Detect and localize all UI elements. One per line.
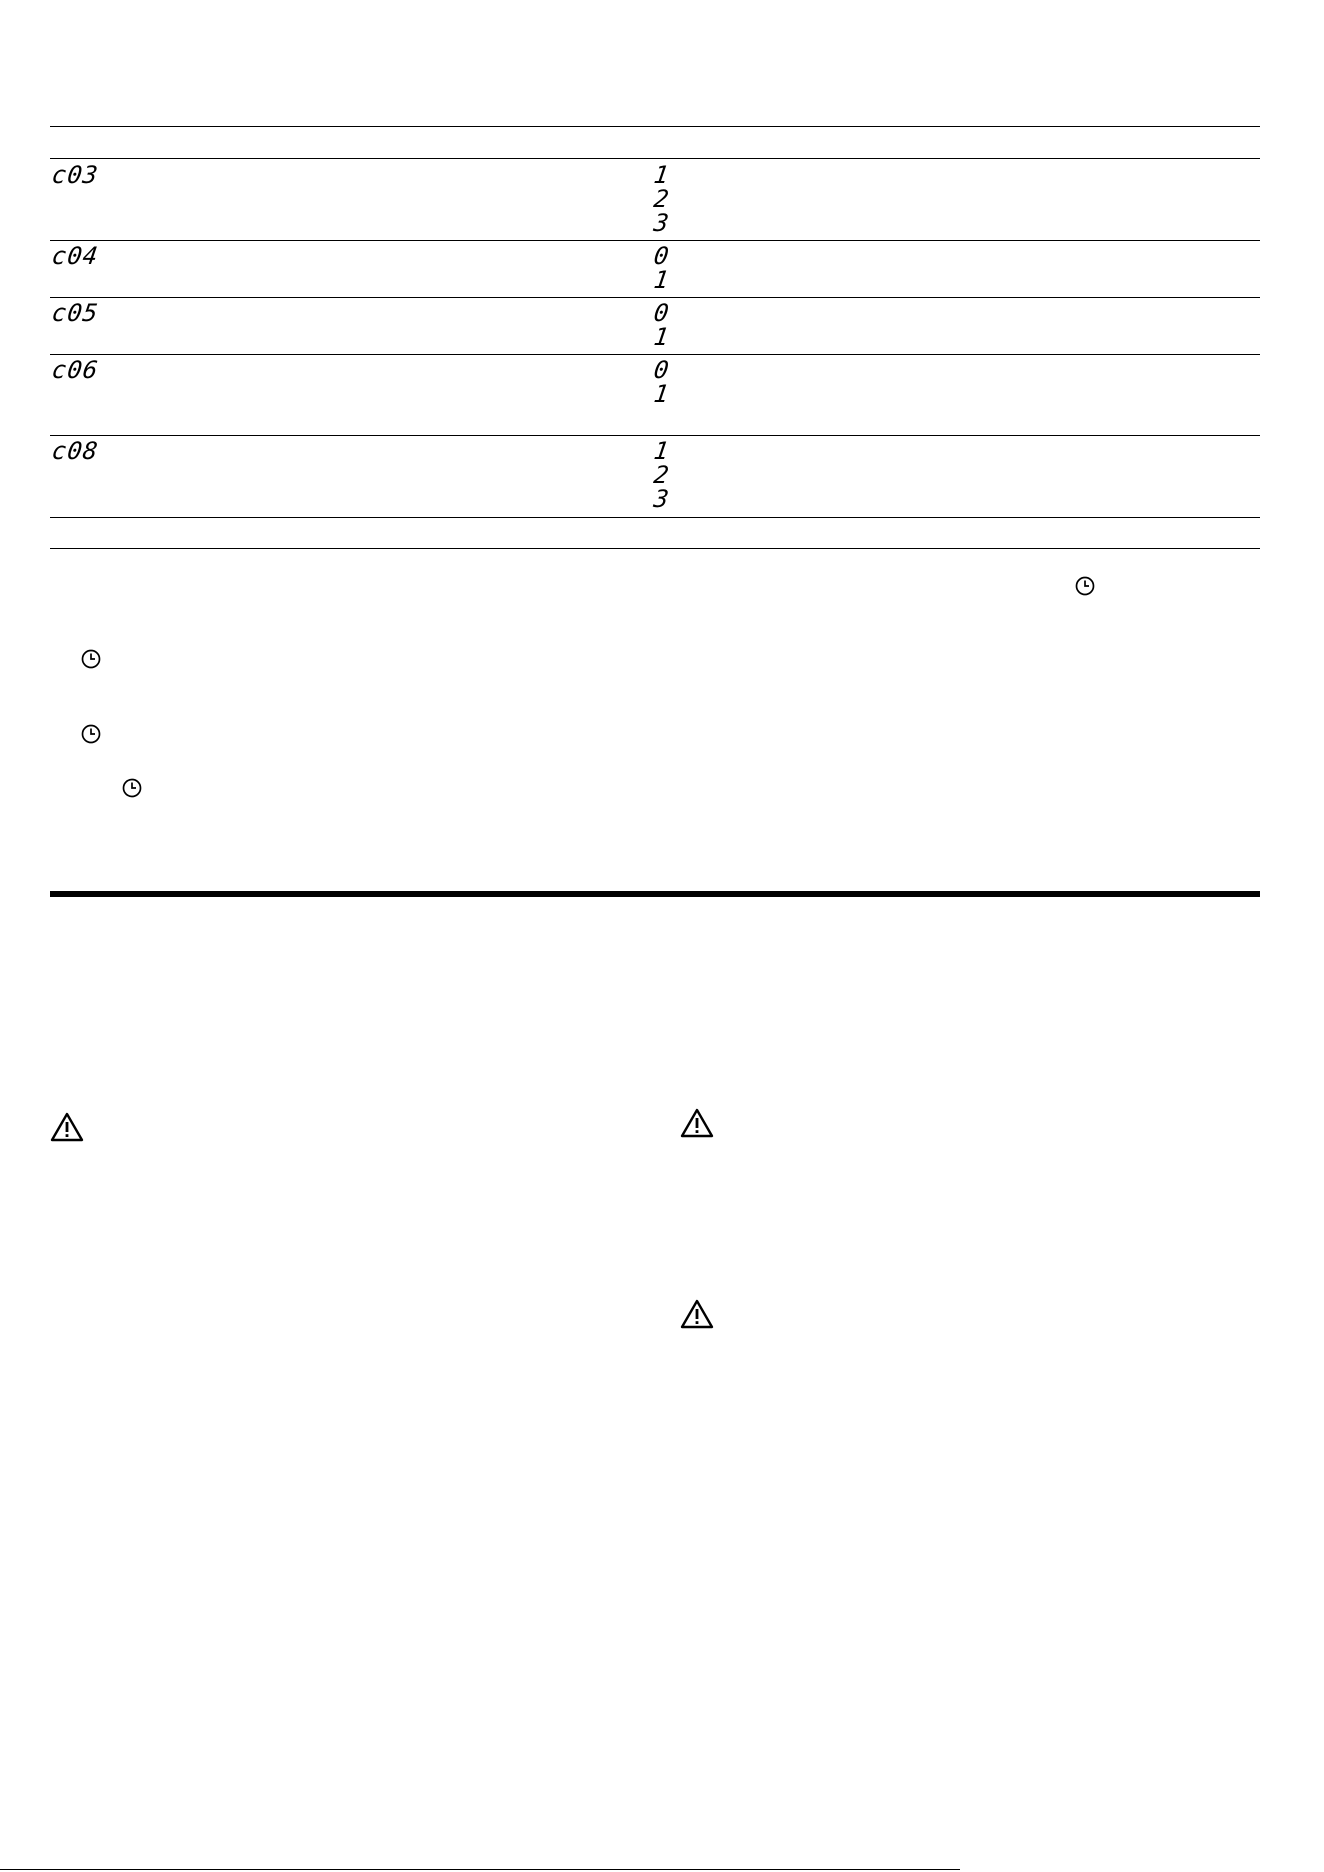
clock-icon	[80, 648, 102, 670]
setting-value: 0	[652, 356, 672, 384]
section-divider	[50, 891, 1260, 897]
setting-value: 1	[652, 323, 672, 351]
setting-code: c03	[50, 161, 101, 189]
clock-icon	[121, 777, 143, 799]
table-top-rule	[50, 126, 1260, 127]
setting-code: c06	[50, 356, 101, 384]
row-divider	[50, 435, 1260, 436]
page-bottom-line	[0, 1869, 960, 1870]
setting-value: 1	[652, 266, 672, 294]
clock-icon	[80, 723, 102, 745]
row-divider	[50, 297, 1260, 298]
warning-triangle-icon	[50, 1112, 84, 1142]
row-divider	[50, 240, 1260, 241]
table-bottom-rule	[50, 517, 1260, 518]
clock-icon	[1074, 575, 1096, 597]
setting-value: 3	[652, 485, 672, 513]
setting-code: c08	[50, 437, 101, 465]
table-end-rule	[50, 548, 1260, 549]
setting-value: 2	[652, 461, 672, 489]
warning-triangle-icon	[680, 1299, 714, 1329]
setting-code: c04	[50, 242, 101, 270]
table-header-rule	[50, 158, 1260, 159]
setting-value: 1	[652, 437, 672, 465]
setting-value: 3	[652, 209, 672, 237]
setting-value: 1	[652, 161, 672, 189]
setting-value: 0	[652, 242, 672, 270]
row-divider	[50, 354, 1260, 355]
setting-value: 0	[652, 299, 672, 327]
setting-value: 1	[652, 380, 672, 408]
warning-triangle-icon	[680, 1108, 714, 1138]
setting-code: c05	[50, 299, 101, 327]
setting-value: 2	[652, 185, 672, 213]
